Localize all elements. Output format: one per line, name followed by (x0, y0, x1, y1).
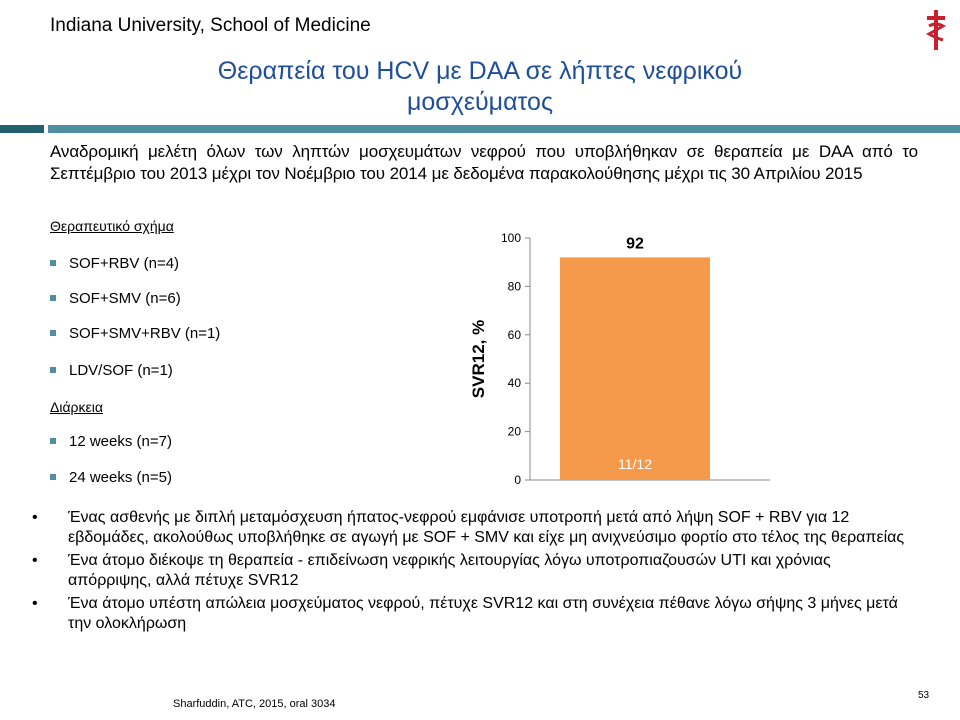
regimen-item (50, 325, 220, 342)
regimen-item (50, 290, 181, 307)
duration-item (50, 433, 172, 450)
y-tick-label: 100 (500, 231, 521, 245)
square-bullet-icon (50, 474, 56, 480)
note-text: Ένας ασθενής με διπλή μεταμόσχευση ήπατος-νεφρού εμφάνισε υποτροπή μετά από λήψη SOF + RBV για 12 εβδομάδες, ακολούθως υποβλήθηκε σε αγωγή με SOF + SMV και είχε μη ανιχνεύσιμο φορτίο στο τέλος της θεραπείας (68, 509, 905, 546)
regimen-item-label: LDV/SOF (n=1) (69, 362, 173, 379)
regimen-item (50, 255, 179, 272)
regimen-item-label: SOF+RBV (n=4) (69, 255, 180, 272)
bullet-dot-icon: • (32, 509, 38, 526)
square-bullet-icon (50, 330, 56, 336)
note-item (28, 551, 908, 591)
slide-title (100, 56, 860, 118)
institution-name: Indiana University, School of Medicine (50, 15, 371, 36)
regimen-heading: Θεραπευτικό σχήμα (50, 218, 174, 234)
citation: Sharfuddin, ATC, 2015, oral 3034 (173, 698, 336, 710)
y-tick-label: 0 (514, 473, 521, 487)
square-bullet-icon (50, 367, 56, 373)
bar-inner-label: 11/12 (618, 456, 652, 472)
duration-item-label: 24 weeks (n=5) (69, 469, 172, 486)
duration-item (50, 469, 172, 486)
notes-list (28, 508, 908, 637)
regimen-item-label: SOF+SMV (n=6) (69, 290, 181, 307)
bar-value-label: 92 (626, 235, 644, 253)
note-text: Ένα άτομο διέκοψε τη θεραπεία - επιδείνωση νεφρικής λειτουργίας λόγω υποτροπιαζουσών UTI και χρόνιας απόρριψης, αλλά πέτυχε SVR12 (68, 552, 831, 589)
page-number: 53 (918, 690, 930, 701)
duration-item-label: 12 weeks (n=7) (69, 433, 172, 450)
svr12-bar-chart (440, 218, 780, 498)
y-axis-label: SVR12, % (469, 319, 488, 399)
regimen-item (50, 362, 173, 379)
bar (560, 257, 710, 480)
bullet-dot-icon: • (32, 595, 38, 612)
title-line-1: Θεραπεία του HCV με DAA σε λήπτες νεφρικού (217, 57, 743, 85)
caduceus-cross-icon (924, 10, 948, 50)
note-item (28, 594, 908, 634)
header-rule-dark (0, 125, 44, 133)
header-rule-light (48, 125, 960, 133)
y-tick-label: 60 (507, 327, 521, 342)
y-tick-label: 40 (507, 376, 521, 391)
square-bullet-icon (50, 260, 56, 266)
regimen-item-label: SOF+SMV+RBV (n=1) (69, 325, 221, 342)
bullet-dot-icon: • (32, 552, 38, 569)
title-line-2: μοσχεύματος (406, 88, 553, 116)
duration-heading: Διάρκεια (50, 399, 103, 415)
note-text: Ένα άτομο υπέστη απώλεια μοσχεύματος νεφρού, πέτυχε SVR12 και στη συνέχεια πέθανε λόγω σήψης 3 μήνες μετά την ολοκλήρωση (68, 595, 898, 632)
y-tick-label: 20 (507, 424, 521, 439)
note-item (28, 508, 908, 548)
square-bullet-icon (50, 438, 56, 444)
intro-paragraph: Αναδρομική μελέτη όλων των ληπτών μοσχευμάτων νεφρού που υποβλήθηκαν σε θεραπεία με DAA από το Σεπτέμβριο του 2013 μέχρι τον Νοέμβριο του 2014 με δεδομένα παρακολούθησης μέχρι τις 30 Απριλίου 2015 (50, 142, 918, 183)
y-tick-label: 80 (507, 279, 521, 294)
square-bullet-icon (50, 295, 56, 301)
